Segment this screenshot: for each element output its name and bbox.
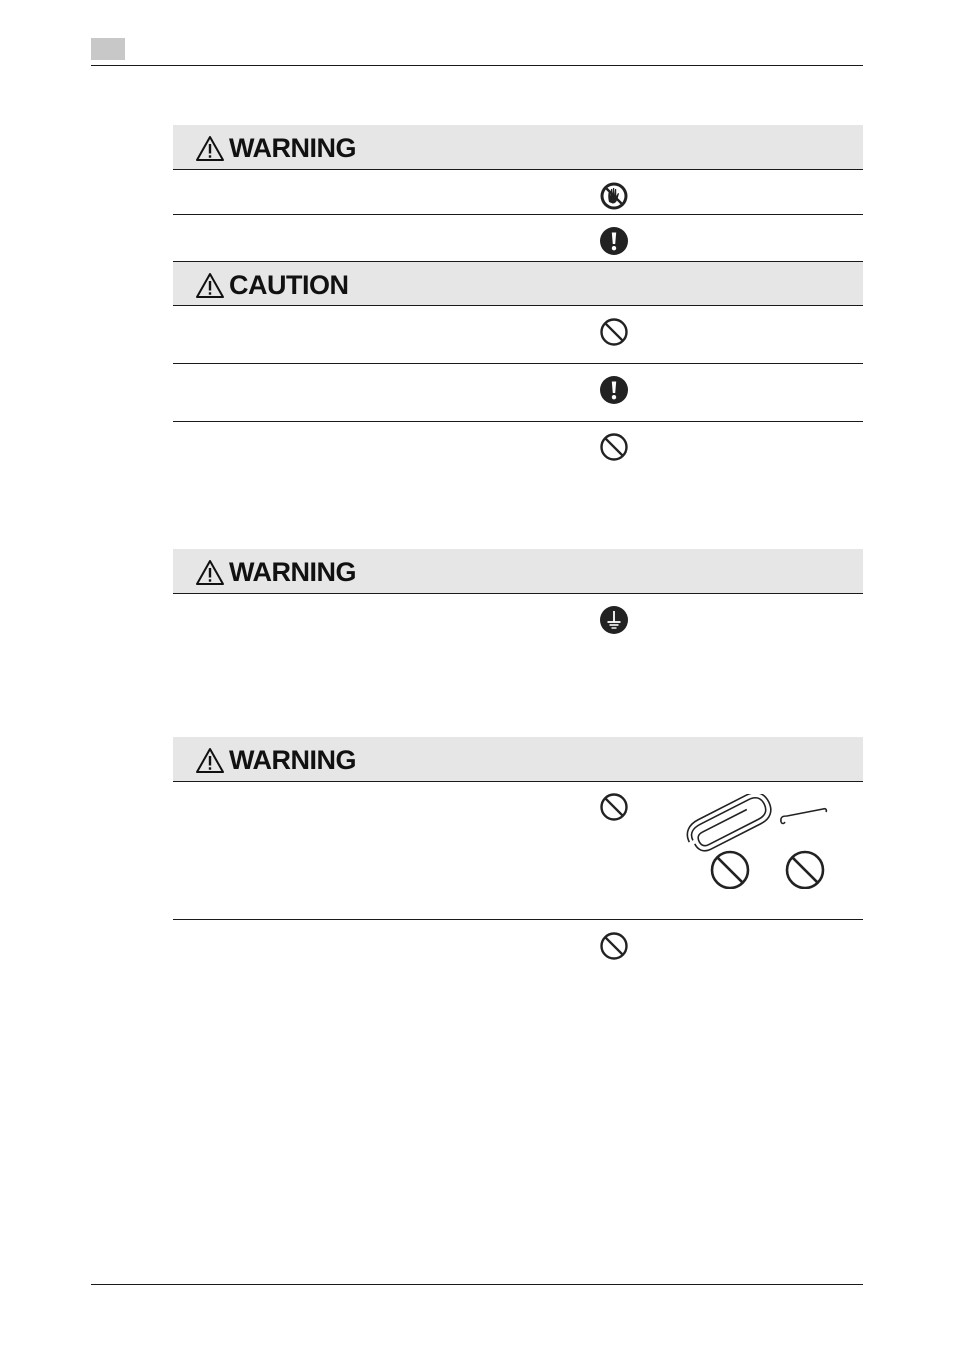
prohibited-icon — [599, 931, 629, 961]
panel-row — [173, 594, 863, 684]
page-number-marker — [91, 38, 125, 60]
panel-row — [173, 170, 863, 215]
prohibited-icon — [787, 852, 823, 888]
ground-connection-icon — [599, 605, 629, 635]
header-label: WARNING — [229, 745, 356, 775]
warning-panel-1 — [173, 125, 863, 260]
header-label: CAUTION — [229, 270, 349, 300]
mandatory-action-icon — [599, 375, 629, 405]
paper-clip-prohibited-illustration — [683, 794, 833, 889]
warning-header — [173, 737, 863, 782]
panel-row — [173, 920, 863, 980]
panel-row — [173, 215, 863, 260]
panel-row — [173, 782, 863, 920]
caution-header — [173, 261, 863, 306]
header-label: WARNING — [229, 133, 356, 163]
prohibited-icon — [599, 432, 629, 462]
caution-panel — [173, 261, 863, 502]
header-label: WARNING — [229, 557, 356, 587]
warning-triangle-icon — [195, 747, 225, 774]
prohibited-icon — [599, 317, 629, 347]
warning-triangle-icon — [195, 135, 225, 162]
warning-triangle-icon — [195, 272, 225, 299]
warning-triangle-icon — [195, 559, 225, 586]
panel-row — [173, 422, 863, 502]
prohibited-icon — [599, 792, 629, 822]
mandatory-action-icon — [599, 226, 629, 256]
top-rule — [91, 65, 863, 66]
warning-panel-2 — [173, 549, 863, 684]
no-touch-icon — [599, 181, 629, 211]
panel-row — [173, 306, 863, 364]
bottom-rule — [91, 1284, 863, 1285]
warning-panel-3 — [173, 737, 863, 980]
prohibited-icon — [712, 852, 748, 888]
warning-header — [173, 125, 863, 170]
panel-row — [173, 364, 863, 422]
warning-header — [173, 549, 863, 594]
